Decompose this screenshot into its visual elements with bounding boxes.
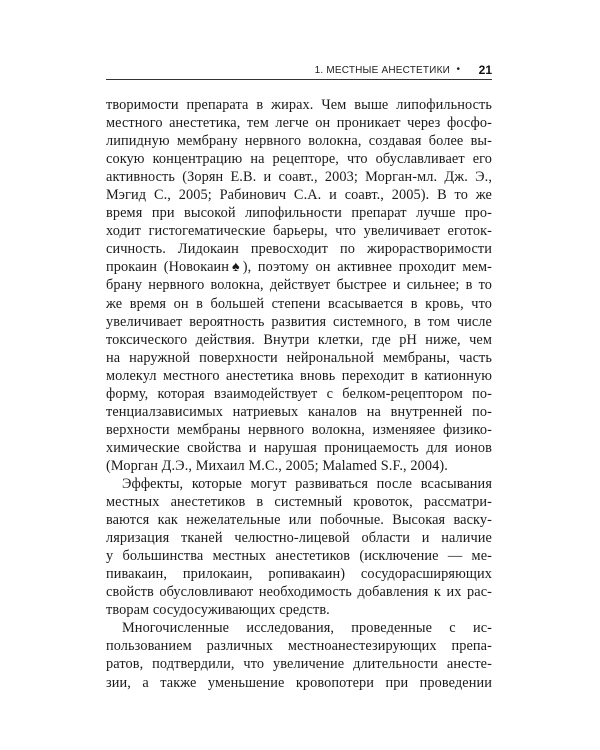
text-line: верхности мембраны нервного волокна, изменяяее физико- [106, 421, 492, 438]
header-rule [106, 79, 492, 80]
text-line: сичность. Лидокаин превосходит по жирорастворимости [106, 241, 492, 258]
running-head-bullet: • [456, 64, 460, 75]
body-text [106, 96, 492, 692]
text-line: прокаин (Новокаин♠), поэтому он активнее проходит мем- [106, 259, 492, 276]
text-line: зии, а также уменьшение кровопотери при проведении [106, 674, 492, 691]
text-line: ходит гистогематические барьеры, что увеличивает еготок- [106, 223, 492, 240]
text-line: активность (Зорян Е.В. и соавт., 2003; Морган-мл. Дж. Э., [106, 169, 492, 186]
text-line: (Морган Д.Э., Михаил М.С., 2005; Malamed S.F., 2004). [106, 457, 448, 474]
paragraph-3 [106, 619, 492, 691]
text-line: пивакаин, прилокаин, ропивакаин) сосудорасширяющих [106, 566, 492, 583]
text-line: Эффекты, которые могут развиваться после всасывания [122, 475, 492, 492]
text-line: местного анестетика, тем легче он проникает через фосфо- [106, 115, 492, 132]
text-line: тенциалзависимых натриевых каналов на внутренней по- [106, 403, 492, 420]
text-line: химические свойства и нарушая проницаемость для ионов [106, 439, 492, 456]
text-line: ляризация тканей челюстно-лицевой области и наличие [106, 530, 492, 547]
text-line: свойств обусловливают необходимость добавления к их рас- [106, 584, 492, 601]
paragraph-1 [106, 96, 492, 475]
page-number: 21 [478, 63, 492, 77]
running-head [106, 64, 492, 82]
text-line: Мэгид С., 2005; Рабинович С.А. и соавт., 2005). В то же [106, 187, 492, 204]
text-line: ратов, подтвердили, что увеличение длительности анесте- [106, 656, 492, 673]
text-line: увеличивает вероятность развития системного, в том числе [106, 313, 492, 330]
text-line: ваются как нежелательные или побочные. Высокая васку- [106, 512, 492, 529]
text-line: же время он в большей степени всасывается в кровь, что [106, 295, 492, 312]
text-line: на наружной поверхности нейрональной мембраны, часть [106, 349, 492, 366]
text-line: местных анестетиков в системный кровоток, рассматри- [106, 494, 492, 511]
paragraph-2 [106, 475, 492, 619]
text-line: токсического действия. Внутри клетки, где pH ниже, чем [106, 331, 492, 348]
running-head-title: 1. МЕСТНЫЕ АНЕСТЕТИКИ [314, 65, 450, 76]
text-line: творимости препарата в жирах. Чем выше липофильность [106, 97, 492, 113]
text-line: время при высокой липофильности препарат лучше про- [106, 205, 492, 222]
text-line: Многочисленные исследования, проведенные с ис- [122, 620, 492, 637]
text-line: у большинства местных анестетиков (исключение — ме- [106, 548, 492, 565]
text-line: творам сосудосуживающих средств. [106, 602, 330, 619]
text-line: липидную мембрану нервного волокна, создавая более вы- [106, 133, 492, 150]
text-line: пользованием различных местноанестезирующих препа- [106, 638, 492, 655]
text-line: форму, которая взаимодействует с белком-рецептором по- [106, 385, 492, 402]
text-line: сокую концентрацию на рецепторе, что обуславливает его [106, 151, 492, 168]
text-line: молекул местного анестетика вновь переходит в катионную [106, 367, 492, 384]
text-line: брану нервного волокна, действует быстрее и сильнее; в то [106, 277, 492, 294]
